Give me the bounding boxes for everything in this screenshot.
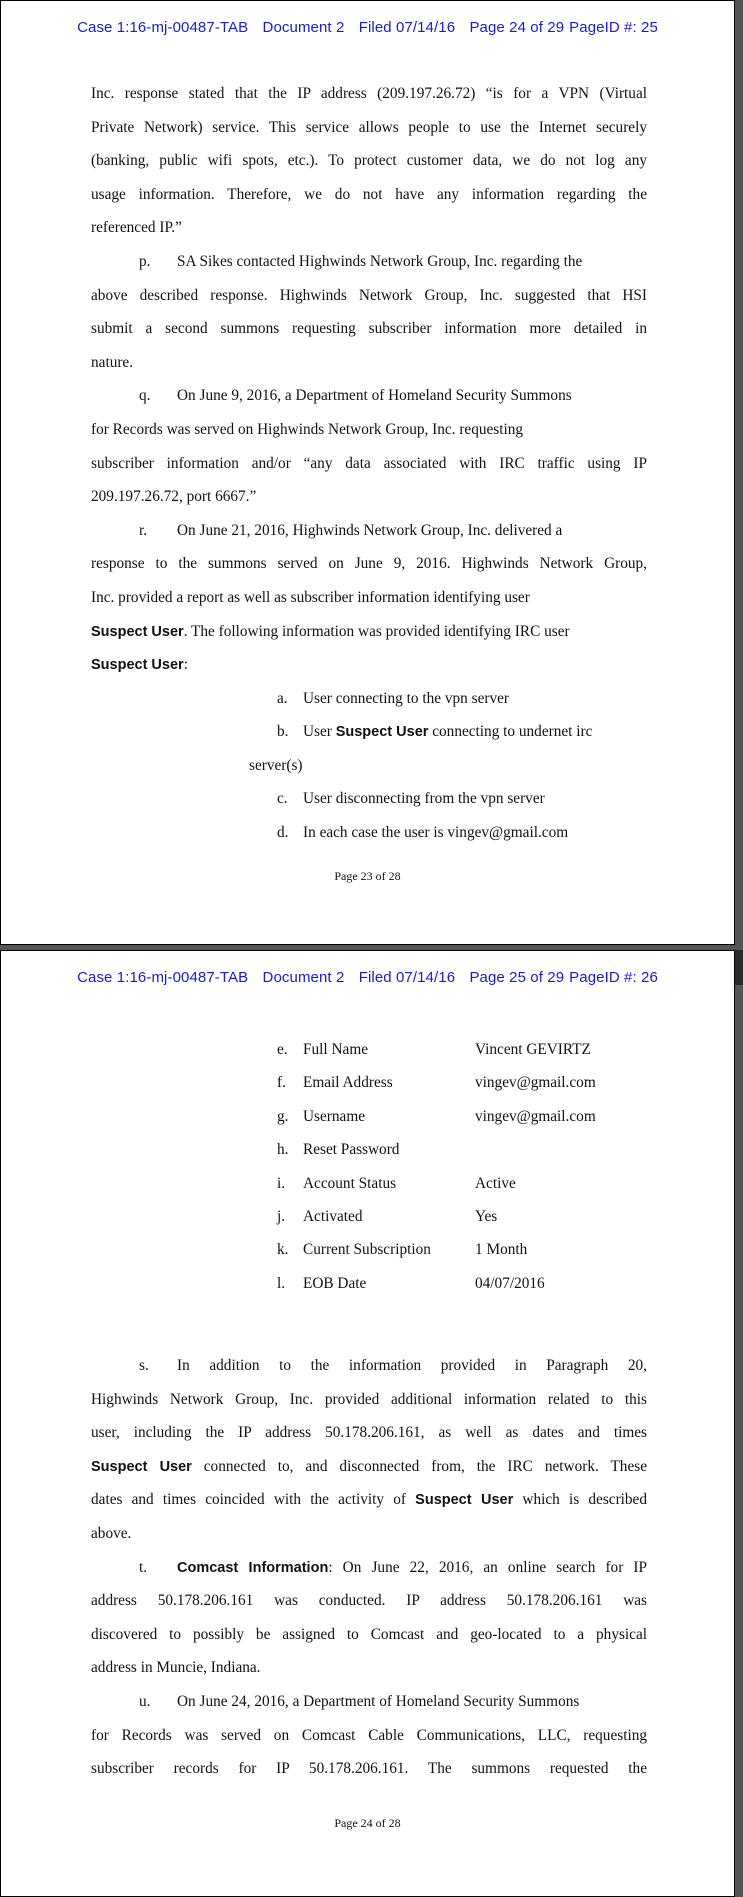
page-footer: Page 24 of 28 [334, 1816, 401, 1830]
text-line: above described response. Highwinds Network Group, Inc. suggested that HSI [91, 286, 647, 304]
page-body [91, 1349, 647, 1786]
sublist-item-d: d. In each case the user is vingev@gmail.com [277, 824, 569, 842]
filed-date: Filed 07/14/16 [358, 969, 456, 986]
text-line: Suspect User: [91, 656, 188, 674]
page-of: Page 25 of 29 [469, 969, 565, 986]
text-line: usage information. Therefore, we do not have any information regarding the [91, 185, 647, 203]
text-line: Highwinds Network Group, Inc. provided additional information related to this [91, 1390, 647, 1408]
text-line: for Records was served on Comcast Cable Communications, LLC, requesting [91, 1726, 647, 1744]
sublist-item-c: c. User disconnecting from the vpn server [277, 790, 545, 808]
text-line: 209.197.26.72, port 6667.” [91, 488, 257, 506]
paragraph-label: u. [139, 1692, 151, 1710]
list-item: j. Activated Yes [277, 1207, 498, 1225]
text-line: for Records was served on Highwinds Network Group, Inc. requesting [91, 420, 524, 438]
case-number: Case 1:16-mj-00487-TAB [77, 969, 249, 986]
page-id: PageID #: 25 [569, 19, 658, 36]
filed-date: Filed 07/14/16 [358, 19, 456, 36]
text-line: subscriber records for IP 50.178.206.161. The summons requested the [91, 1760, 647, 1778]
text-line: dates and times coincided with the activity of Suspect User which is described [91, 1491, 647, 1509]
text-line: subscriber information and/or “any data associated with IRC traffic using IP [91, 454, 647, 472]
paragraph-s-first: s. In addition to the information provided in Paragraph 20, [91, 1349, 647, 1383]
list-item: i. Account Status Active [277, 1174, 516, 1192]
paragraph-label: r. [139, 521, 148, 539]
paragraph-label: t. [139, 1558, 148, 1576]
suspect-user-bold: Suspect User [91, 657, 184, 674]
page-id: PageID #: 26 [569, 969, 658, 986]
list-item: h. Reset Password [277, 1141, 400, 1159]
text-line: response to the summons served on June 9, 2016. Highwinds Network Group, [91, 555, 647, 573]
text-line: above. [91, 1524, 132, 1542]
suspect-user-bold: Suspect User [91, 1458, 192, 1475]
text-line: Suspect User connected to, and disconnected from, the IRC network. These [91, 1457, 647, 1475]
text-line: Suspect User. The following information was provided identifying IRC user [91, 622, 570, 640]
page-footer: Page 23 of 28 [334, 869, 401, 883]
paragraph-u-first: u. On June 24, 2016, a Department of Homeland Security Summons [91, 1685, 647, 1719]
document-number: Document 2 [262, 19, 345, 36]
text-line: Inc. response stated that the IP address (209.197.26.72) “is for a VPN (Virtual [91, 85, 647, 102]
list-item: l. EOB Date 04/07/2016 [277, 1274, 545, 1292]
page-of: Page 24 of 29 [469, 19, 565, 36]
suspect-user-bold: Suspect User [415, 1492, 514, 1509]
sublist-item-b-cont: server(s) [249, 756, 303, 774]
paragraph-p-first: p. SA Sikes contacted Highwinds Network Group, Inc. regarding the [91, 245, 647, 279]
sublist-item-b: b. User Suspect User connecting to undernet irc [277, 723, 593, 741]
text-line: Inc. provided a report as well as subscriber information identifying user [91, 588, 530, 606]
document-page-2 [0, 950, 735, 1897]
text-line: Private Network) service. This service allows people to use the Internet securely [91, 118, 647, 136]
paragraph-t-first: t. Comcast Information: On June 22, 2016, an online search for IP [91, 1551, 647, 1585]
page-body [91, 77, 647, 850]
paragraph-r-first: r. On June 21, 2016, Highwinds Network Group, Inc. delivered a [91, 514, 647, 548]
document-page-1 [0, 0, 735, 945]
list-item: k. Current Subscription 1 Month [277, 1241, 528, 1259]
text-line: submit a second summons requesting subscriber information more detailed in [91, 320, 647, 338]
text-line: discovered to possibly be assigned to Comcast and geo-located to a physical [91, 1625, 647, 1643]
comcast-information-bold: Comcast Information [177, 1559, 329, 1576]
text-line: referenced IP.” [91, 219, 182, 237]
ecf-header [1, 19, 734, 36]
paragraph-label: s. [139, 1357, 149, 1374]
paragraph-label: p. [139, 252, 151, 270]
sublist-item-a: a. User connecting to the vpn server [277, 689, 510, 707]
text-line: address 50.178.206.161 was conducted. IP address 50.178.206.161 was [91, 1592, 647, 1610]
page-edge-shadow [735, 950, 743, 985]
list-item: e. Full Name Vincent GEVIRTZ [277, 1041, 591, 1058]
suspect-user-bold: Suspect User [91, 623, 184, 640]
text-line: address in Muncie, Indiana. [91, 1659, 261, 1677]
text-line: (banking, public wifi spots, etc.). To protect customer data, we do not log any [91, 152, 647, 170]
paragraph-q-first: q. On June 9, 2016, a Department of Homeland Security Summons [91, 379, 647, 413]
case-number: Case 1:16-mj-00487-TAB [77, 19, 249, 36]
text-line: user, including the IP address 50.178.206.161, as well as dates and times [91, 1424, 647, 1442]
list-item: g. Username vingev@gmail.com [277, 1107, 596, 1125]
text-line: nature. [91, 353, 134, 371]
subscriber-info-list [277, 1033, 596, 1300]
ecf-header [1, 969, 734, 986]
paragraph-label: q. [139, 387, 151, 405]
list-item: f. Email Address vingev@gmail.com [277, 1074, 596, 1092]
document-number: Document 2 [262, 969, 345, 986]
